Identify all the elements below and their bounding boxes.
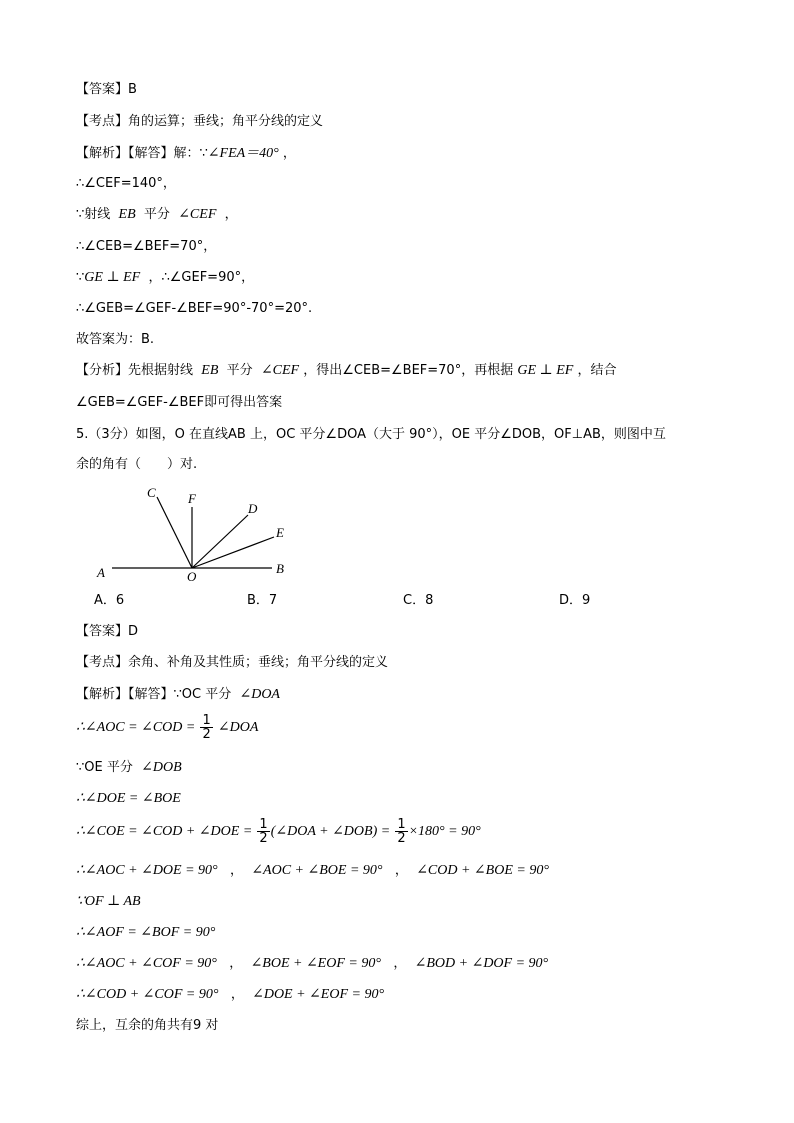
solution-line-5: ∴∠COE = ∠COD + ∠DOE = $\frac{1}{2}$ (∠DOA + ∠DOB) = $\frac{1}{2}$ ×180° = 90° — [76, 817, 481, 846]
summary-line: 综上，互余的角共有9 对 — [76, 1018, 219, 1033]
solution-line-4: ∴∠DOE = ∠BOE — [76, 791, 181, 806]
label-a: A — [97, 565, 105, 580]
fraction-half-2: $\frac{1}{2}$ — [259, 817, 268, 846]
answer-line: 【答案】B — [76, 82, 137, 97]
analysis-line-5: ∵GE ⊥ EF ，∴∠GEF=90°， — [76, 270, 255, 285]
option-b: B．7 — [247, 593, 278, 608]
analysis-line-1: 【解析】【解答】解：∵∠FEA＝40° ， — [76, 146, 296, 161]
hint-line-1: 【分析】先根据射线 EB 平分 ∠CEF ，得出∠CEB=∠BEF=70°，再根据 GE ⊥ EF ，结合 — [76, 363, 617, 378]
solution-line-8: ∴∠AOF = ∠BOF = 90° — [76, 925, 216, 940]
conclusion-line: 故答案为：B. — [76, 332, 155, 347]
solution-line-10: ∴∠COD + ∠COF = 90° ， ∠DOE + ∠EOF = 90° — [76, 987, 385, 1002]
ray-od — [192, 515, 248, 568]
solution-line-9: ∴∠AOC + ∠COF = 90° ， ∠BOE + ∠EOF = 90° ， ∠BOD + ∠DOF = 90° — [76, 956, 549, 971]
solution-line-2: ∴∠AOC = ∠COD = $\frac{1}{2}$ ∠DOA — [76, 713, 259, 742]
fraction-half: $\frac{1}{2}$ — [202, 713, 211, 742]
option-c: C．8 — [403, 593, 434, 608]
analysis-line-6: ∴∠GEB=∠GEF-∠BEF=90°-70°=20°. — [76, 301, 313, 316]
analysis-line-4: ∴∠CEB=∠BEF=70°， — [76, 239, 217, 254]
label-b: B — [276, 561, 284, 576]
label-e: E — [276, 525, 284, 540]
ray-oc — [157, 497, 192, 568]
knowledge-point-line: 【考点】角的运算；垂线；角平分线的定义 — [76, 114, 324, 129]
question-line-2: 余的角有（ ）对. — [76, 457, 198, 472]
solution-line-1: 【解析】【解答】∵OC 平分 ∠DOA — [76, 687, 280, 702]
solution-line-7: ∵OF ⊥ AB — [76, 894, 141, 909]
knowledge-point-line-2: 【考点】余角、补角及其性质；垂线；角平分线的定义 — [76, 655, 389, 670]
answer-line-2: 【答案】D — [76, 624, 139, 639]
question-line-1: 5.（3分）如图，O 在直线AB 上，OC 平分∠DOA（大于 90°），OE 平分∠DOB，OF⊥AB，则图中互 — [76, 427, 666, 442]
fraction-half-3: $\frac{1}{2}$ — [397, 817, 406, 846]
analysis-line-3: ∵射线 EB 平分 ∠CEF ， — [76, 207, 238, 222]
solution-line-3: ∵OE 平分 ∠DOB — [76, 760, 182, 775]
label-f: F — [188, 491, 196, 506]
option-d: D．9 — [559, 593, 591, 608]
hint-line-2: ∠GEB=∠GEF-∠BEF即可得出答案 — [76, 395, 283, 410]
option-a: A．6 — [94, 593, 125, 608]
label-d: D — [248, 501, 258, 516]
label-o: O — [187, 569, 197, 584]
solution-line-6: ∴∠AOC + ∠DOE = 90° ， ∠AOC + ∠BOE = 90° ， ∠COD + ∠BOE = 90° — [76, 863, 549, 878]
label-c: C — [147, 485, 156, 500]
analysis-line-2: ∴∠CEF=140°， — [76, 176, 176, 191]
ray-oe — [192, 537, 274, 568]
